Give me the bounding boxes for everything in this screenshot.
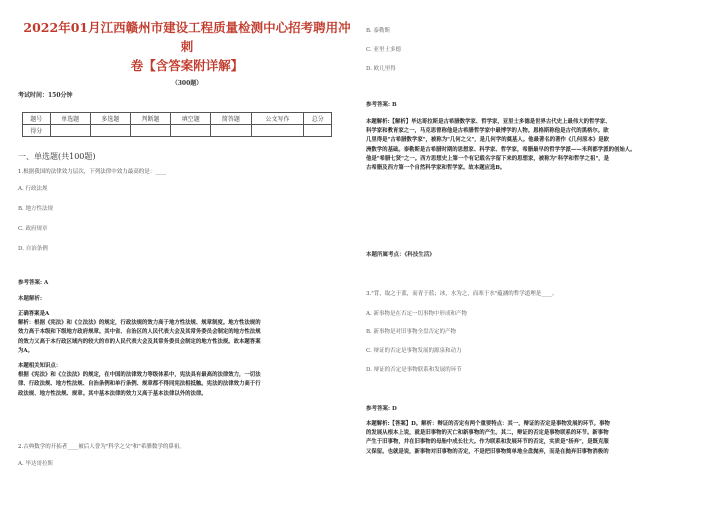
score-header-cell: 公文写作 — [251, 113, 304, 125]
q1-explain-line: 效力高于本级和下级地方政府规章。其中省、自治区的人民代表大会及其常务委员会制定的地方性法规 — [18, 329, 261, 336]
score-header-cell: 填空题 — [171, 113, 211, 125]
q2-option-b: B. 泰勒斯 — [366, 28, 391, 34]
score-cell — [304, 125, 332, 137]
q3-explain-line: 本题解析:【答案】D。解析：辩证的否定有两个重要特点：其一，辩证的否定是事物发展的环节。事物 — [366, 421, 610, 427]
score-table — [22, 112, 332, 137]
q2-option-c: C. 亚里士多德 — [366, 47, 402, 53]
q1-knowledge-heading: 本题相关知识点： — [18, 363, 62, 370]
q2-option-d: D. 欧几里得 — [366, 66, 396, 72]
question-1-text: 1.根据我国的法律效力层次，下列法律中效力最高的是：____ — [18, 169, 167, 175]
q3-explain-line: 产生于旧事物，并在旧事物的母胎中成长壮大。作为联系和发展环节的否定，实质是"扬弃"，是既克服 — [366, 439, 609, 446]
q1-explain-line: 的效力又高于本行政区域内的较大的市的人民代表大会及其常务委员会制定的地方性法规。故本题答案 — [18, 338, 261, 345]
score-header-cell: 多选题 — [90, 113, 130, 125]
q1-explanation — [18, 310, 356, 356]
score-cell — [130, 125, 170, 137]
q1-explain-line: 正确答案是A — [18, 311, 50, 317]
q2-knowledge-point: 本题所属考点：《科技生活》 — [366, 252, 435, 258]
score-header-cell: 题号 — [23, 113, 51, 125]
score-table-score-row — [23, 125, 332, 137]
exam-time: 考试时间：150分钟 — [18, 92, 73, 99]
score-header-cell: 判断题 — [130, 113, 170, 125]
q3-explain-line: 又保留。也就是说，新事物对旧事物的否定，不是把旧事物简单地全盘抛弃，而是在抛弃旧事物消极的 — [366, 448, 609, 455]
q2-explanation — [366, 118, 702, 173]
score-header-cell: 总分 — [304, 113, 332, 125]
q1-explain-line: 为A。 — [18, 347, 33, 354]
q3-option-c: C. 辩证的否定是事物发展的源泉和动力 — [366, 348, 462, 354]
q1-knowledge — [18, 362, 356, 399]
q1-option-c: C. 政府规章 — [18, 226, 48, 232]
q1-knowledge-line: 根据《宪法》和《立法法》的规定，在中国的法律效力等级体系中，宪法具有最高的法律效力，一切法 — [18, 372, 261, 379]
q3-option-b: B. 新事物是对旧事物全盘否定的产物 — [366, 329, 457, 335]
score-header-cell: 简答题 — [211, 113, 251, 125]
q1-option-d: D. 自治条例 — [18, 246, 48, 252]
q1-option-a: A. 行政法规 — [18, 186, 48, 192]
q3-explain-line: 的发展从根本上说，就是旧事物的灭亡和新事物的产生。其二，辩证的否定是事物联系的环节。新事物 — [366, 430, 609, 437]
q1-knowledge-line: 律、行政法规、地方性法规、自治条例和单行条例、规章都不得同宪法相抵触。宪法的法律效力高于行 — [18, 381, 261, 388]
score-cell — [251, 125, 304, 137]
question-2-text: 2.古典数学的开拓者____被后人誉为"科学之父"和"希腊数学的鼻祖。 — [18, 443, 185, 450]
q1-option-b: B. 地方性法规 — [18, 206, 54, 212]
title-line-2: 卷【含答案附详解】 — [130, 58, 244, 73]
section-heading-single-choice: 一、单选题(共100题) — [18, 152, 96, 161]
score-cell — [90, 125, 130, 137]
score-row-label: 得分 — [23, 125, 51, 137]
q1-reference-answer: 参考答案: A — [18, 280, 49, 286]
q3-option-a: A. 新事物是在否定一切事物中形成和产物 — [366, 311, 467, 317]
score-cell — [50, 125, 90, 137]
score-table-header-row — [23, 113, 332, 125]
q1-knowledge-line: 政法规、地方性法规、规章。其中基本法律的效力又高于基本法律以外的法律。 — [18, 390, 207, 397]
q2-explain-line: 几里得是"古希腊数学家"，被称为"几何之父"，是几何学的奠基人。他最著名的著作《几何原本》是欧 — [366, 137, 610, 144]
q3-reference-answer: 参考答案: D — [366, 406, 397, 412]
q2-explain-line: 古希腊及西方第一个自然科学家和哲学家。故本题应选B。 — [366, 165, 506, 172]
q3-option-d: D. 辩证的否定是事物联系和发展的环节 — [366, 367, 462, 373]
q2-option-a: A. 毕达哥拉斯 — [18, 460, 53, 467]
q1-explain-heading: 本题解析: — [18, 296, 43, 302]
q2-explain-line: 他是"希腊七贤"之一。西方思想史上第一个有记载名字留下来的思想家，被称为"科学和哲学之祖"，是 — [366, 155, 610, 162]
score-cell — [211, 125, 251, 137]
question-count: （300题） — [171, 80, 203, 87]
score-cell — [171, 125, 211, 137]
q3-explanation — [366, 420, 702, 457]
q2-reference-answer: 参考答案: B — [366, 102, 397, 108]
q2-explain-line: 本题解析:【解析】毕达哥拉斯是古希腊数学家、哲学家，亚里士多德是世界古代史上最伟大的哲学家、 — [366, 119, 611, 125]
question-3-text: 3."背，取之于蓝，而青于蓝；冰，水为之，而寒于水"蕴涵的哲学道理是____。 — [366, 291, 558, 297]
document-title — [18, 18, 356, 75]
q2-explain-line: 科学家和教育家之一，马克思曾称他是古希腊哲学家中最博学的人物。恩格斯称他是古代的黑格尔。欧 — [366, 128, 609, 135]
q1-explain-line: 解析：根据《宪法》和《立法法》的规定，行政法规的效力高于地方性法规、规章制度。地方性法规的 — [18, 320, 261, 327]
score-header-cell: 单选题 — [50, 113, 90, 125]
q2-explain-line: 洲数学的基础。泰勒斯是古希腊时期的思想家、科学家、哲学家，希腊最早的哲学学派——米利都学派的创始人。 — [366, 146, 636, 153]
left-column — [18, 0, 356, 467]
title-line-1: 2022年01月江西赣州市建设工程质量检测中心招考聘用冲刺 — [23, 20, 351, 54]
